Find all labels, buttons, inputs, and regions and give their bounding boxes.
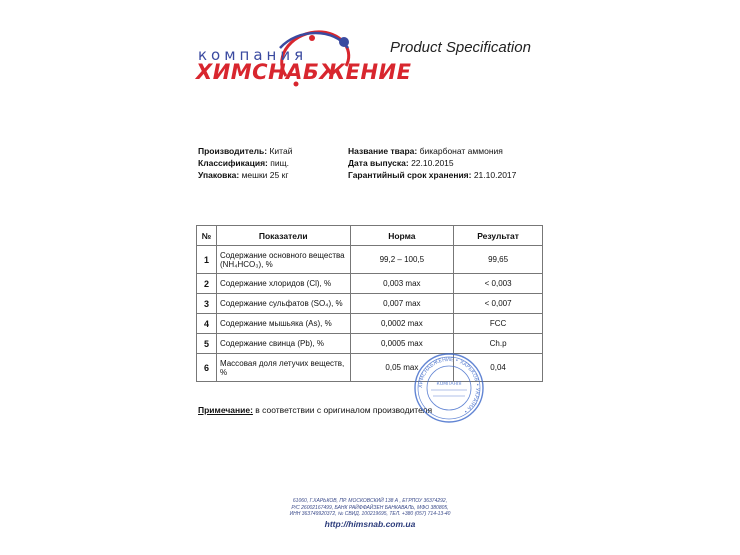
header-indicator: Показатели	[216, 226, 350, 246]
company-stamp	[413, 352, 485, 424]
note-text: в соответствии с оригиналом производителя	[252, 405, 433, 415]
table-row: 5 Содержание свинца (Pb), % 0,0005 max Ch.p	[197, 334, 543, 354]
table-header-row	[197, 226, 543, 246]
table-row: 4 Содержание мышьяка (As), % 0,0002 max FCC	[197, 314, 543, 334]
info-packaging: Упаковка: мешки 25 кг	[198, 170, 289, 180]
note-label: Примечание:	[198, 405, 253, 415]
table-row: 3 Содержание сульфатов (SO₄), % 0,007 max < 0,007	[197, 294, 543, 314]
footer-tax: ИНН 363749920372, № СВИД. 100219695, ТЕЛ. +380 (057) 714-13-40	[289, 511, 451, 518]
logo-main-text: ХИМСНАБЖЕНИЕ	[196, 60, 412, 84]
info-left-block	[198, 145, 292, 181]
header-norm: Норма	[350, 226, 454, 246]
table-row: 2 Содержание хлоридов (Cl), % 0,003 max < 0,003	[197, 274, 543, 294]
info-classification: Классификация: пищ.	[198, 158, 289, 168]
page-title: Product Specification	[390, 39, 531, 56]
info-product-name: Название твара: бикарбонат аммония	[348, 146, 503, 156]
footer-bank: Р/С 26002167499, БАНК РАЙФФАЙЗЕН БАНКАВАЛЬ, МФО 380805,	[291, 504, 449, 511]
svg-text:КОМПАНІЯ: КОМПАНІЯ	[436, 382, 462, 387]
spec-table	[196, 225, 543, 382]
footer-address: 61060, Г.ХАРЬКОВ, ПР. МОСКОВСКИЙ 138 А , ЕГРПОУ 36374292,	[292, 498, 448, 504]
footer-url-link[interactable]: http://himsnab.com.ua	[324, 518, 416, 529]
info-release-date: Дата выпуска: 22.10.2015	[348, 158, 454, 168]
logo-top-text: компания	[198, 46, 308, 64]
stamp-seal-graphic	[413, 352, 485, 424]
header-num: №	[197, 226, 217, 246]
svg-text:ХИМСНАБЖЕНИЕ • ХАРЬКОВ • УКРАЇ: ХИМСНАБЖЕНИЕ • ХАРЬКОВ • УКРАЇНА •	[417, 356, 481, 415]
footer	[0, 498, 740, 529]
info-right-block	[348, 145, 516, 181]
table-row: 6 Массовая доля летучих веществ, % 0,05 max 0,04	[197, 354, 543, 382]
company-logo	[194, 26, 444, 98]
header-result: Результат	[454, 226, 543, 246]
table-row: 1 Содержание основного вещества (NH₄HCO₃), % 99,2 – 100,5 99,65	[197, 246, 543, 274]
info-manufacturer: Производитель: Китай	[198, 146, 293, 156]
note-line	[198, 405, 432, 415]
info-shelf-life: Гарантийный срок хранения: 21.10.2017	[348, 170, 517, 180]
